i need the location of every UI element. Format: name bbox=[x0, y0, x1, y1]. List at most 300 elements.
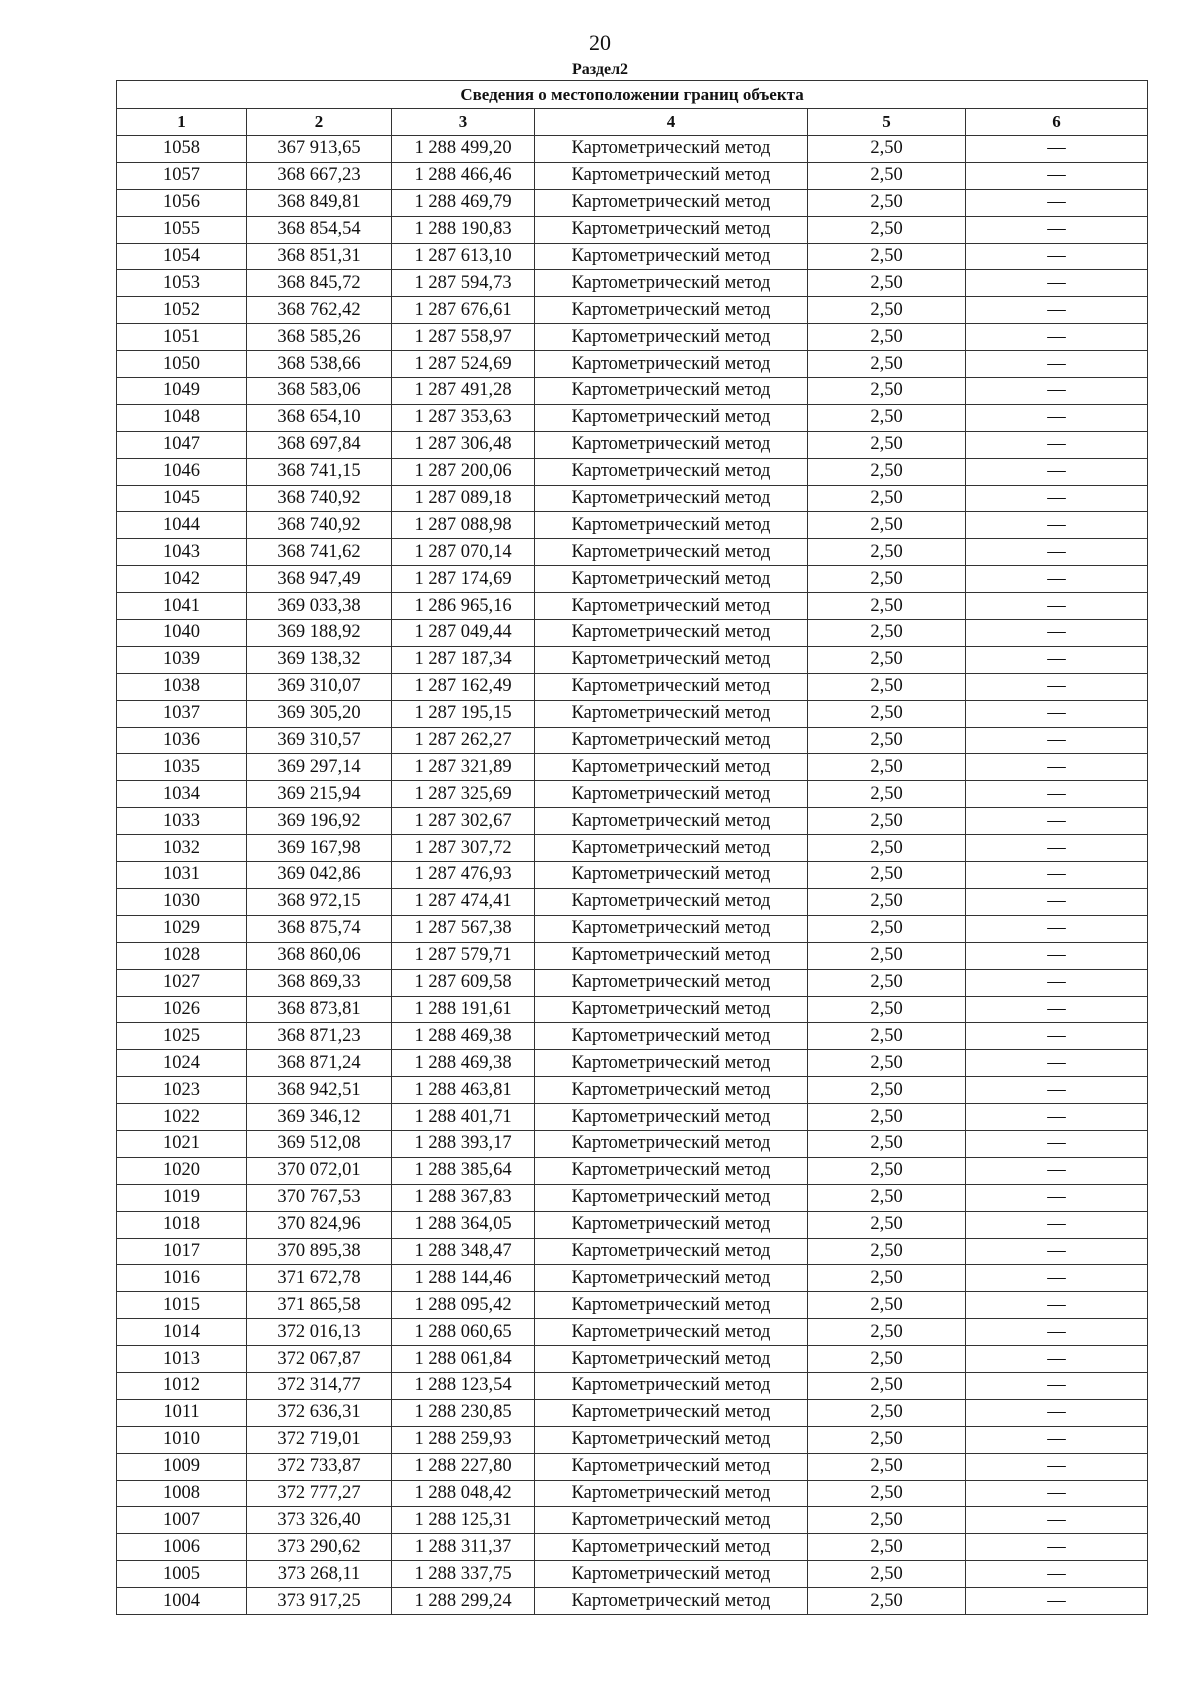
column-header: 3 bbox=[392, 109, 535, 136]
point-number-cell: 1057 bbox=[117, 162, 247, 189]
accuracy-cell: 2,50 bbox=[808, 297, 966, 324]
method-cell: Картометрический метод bbox=[535, 404, 808, 431]
method-cell: Картометрический метод bbox=[535, 1588, 808, 1615]
column-header: 5 bbox=[808, 109, 966, 136]
y-coordinate-cell: 1 287 476,93 bbox=[392, 862, 535, 889]
accuracy-cell: 2,50 bbox=[808, 700, 966, 727]
table-row bbox=[117, 1561, 1148, 1588]
method-cell: Картометрический метод bbox=[535, 996, 808, 1023]
x-coordinate-cell: 369 512,08 bbox=[247, 1130, 392, 1157]
accuracy-cell: 2,50 bbox=[808, 1211, 966, 1238]
x-coordinate-cell: 372 314,77 bbox=[247, 1372, 392, 1399]
description-cell: — bbox=[966, 1184, 1148, 1211]
point-number-cell: 1029 bbox=[117, 915, 247, 942]
table-row bbox=[117, 1292, 1148, 1319]
description-cell: — bbox=[966, 458, 1148, 485]
point-number-cell: 1045 bbox=[117, 485, 247, 512]
table-row bbox=[117, 1588, 1148, 1615]
table-row bbox=[117, 458, 1148, 485]
accuracy-cell: 2,50 bbox=[808, 781, 966, 808]
point-number-cell: 1011 bbox=[117, 1399, 247, 1426]
accuracy-cell: 2,50 bbox=[808, 646, 966, 673]
description-cell: — bbox=[966, 1588, 1148, 1615]
method-cell: Картометрический метод bbox=[535, 485, 808, 512]
point-number-cell: 1053 bbox=[117, 270, 247, 297]
point-number-cell: 1038 bbox=[117, 673, 247, 700]
table-row bbox=[117, 808, 1148, 835]
method-cell: Картометрический метод bbox=[535, 646, 808, 673]
description-cell: — bbox=[966, 1399, 1148, 1426]
y-coordinate-cell: 1 288 469,38 bbox=[392, 1023, 535, 1050]
accuracy-cell: 2,50 bbox=[808, 996, 966, 1023]
y-coordinate-cell: 1 288 061,84 bbox=[392, 1346, 535, 1373]
y-coordinate-cell: 1 288 191,61 bbox=[392, 996, 535, 1023]
description-cell: — bbox=[966, 754, 1148, 781]
point-number-cell: 1055 bbox=[117, 216, 247, 243]
table-row bbox=[117, 673, 1148, 700]
point-number-cell: 1058 bbox=[117, 136, 247, 163]
description-cell: — bbox=[966, 1157, 1148, 1184]
y-coordinate-cell: 1 288 385,64 bbox=[392, 1157, 535, 1184]
x-coordinate-cell: 368 740,92 bbox=[247, 485, 392, 512]
y-coordinate-cell: 1 287 200,06 bbox=[392, 458, 535, 485]
description-cell: — bbox=[966, 1372, 1148, 1399]
table-row bbox=[117, 351, 1148, 378]
point-number-cell: 1052 bbox=[117, 297, 247, 324]
y-coordinate-cell: 1 288 364,05 bbox=[392, 1211, 535, 1238]
point-number-cell: 1042 bbox=[117, 566, 247, 593]
table-row bbox=[117, 1534, 1148, 1561]
x-coordinate-cell: 368 667,23 bbox=[247, 162, 392, 189]
y-coordinate-cell: 1 288 469,79 bbox=[392, 189, 535, 216]
description-cell: — bbox=[966, 297, 1148, 324]
point-number-cell: 1027 bbox=[117, 969, 247, 996]
accuracy-cell: 2,50 bbox=[808, 162, 966, 189]
description-cell: — bbox=[966, 216, 1148, 243]
point-number-cell: 1040 bbox=[117, 620, 247, 647]
y-coordinate-cell: 1 288 367,83 bbox=[392, 1184, 535, 1211]
accuracy-cell: 2,50 bbox=[808, 270, 966, 297]
method-cell: Картометрический метод bbox=[535, 1265, 808, 1292]
x-coordinate-cell: 371 672,78 bbox=[247, 1265, 392, 1292]
description-cell: — bbox=[966, 969, 1148, 996]
accuracy-cell: 2,50 bbox=[808, 1453, 966, 1480]
x-coordinate-cell: 368 741,15 bbox=[247, 458, 392, 485]
method-cell: Картометрический метод bbox=[535, 808, 808, 835]
description-cell: — bbox=[966, 539, 1148, 566]
method-cell: Картометрический метод bbox=[535, 162, 808, 189]
description-cell: — bbox=[966, 646, 1148, 673]
accuracy-cell: 2,50 bbox=[808, 404, 966, 431]
x-coordinate-cell: 368 871,24 bbox=[247, 1050, 392, 1077]
point-number-cell: 1023 bbox=[117, 1077, 247, 1104]
point-number-cell: 1019 bbox=[117, 1184, 247, 1211]
table-row bbox=[117, 1265, 1148, 1292]
point-number-cell: 1013 bbox=[117, 1346, 247, 1373]
x-coordinate-cell: 368 851,31 bbox=[247, 243, 392, 270]
accuracy-cell: 2,50 bbox=[808, 1157, 966, 1184]
point-number-cell: 1010 bbox=[117, 1426, 247, 1453]
table-row bbox=[117, 754, 1148, 781]
x-coordinate-cell: 368 741,62 bbox=[247, 539, 392, 566]
accuracy-cell: 2,50 bbox=[808, 1561, 966, 1588]
table-row bbox=[117, 593, 1148, 620]
x-coordinate-cell: 368 697,84 bbox=[247, 431, 392, 458]
x-coordinate-cell: 370 767,53 bbox=[247, 1184, 392, 1211]
x-coordinate-cell: 373 917,25 bbox=[247, 1588, 392, 1615]
point-number-cell: 1033 bbox=[117, 808, 247, 835]
description-cell: — bbox=[966, 700, 1148, 727]
accuracy-cell: 2,50 bbox=[808, 969, 966, 996]
description-cell: — bbox=[966, 1211, 1148, 1238]
table-row bbox=[117, 1157, 1148, 1184]
table-row bbox=[117, 1077, 1148, 1104]
point-number-cell: 1007 bbox=[117, 1507, 247, 1534]
description-cell: — bbox=[966, 673, 1148, 700]
description-cell: — bbox=[966, 404, 1148, 431]
column-header: 2 bbox=[247, 109, 392, 136]
method-cell: Картометрический метод bbox=[535, 1130, 808, 1157]
accuracy-cell: 2,50 bbox=[808, 351, 966, 378]
page-number: 20 bbox=[589, 30, 611, 55]
description-cell: — bbox=[966, 781, 1148, 808]
description-cell: — bbox=[966, 1534, 1148, 1561]
x-coordinate-cell: 372 777,27 bbox=[247, 1480, 392, 1507]
y-coordinate-cell: 1 288 095,42 bbox=[392, 1292, 535, 1319]
accuracy-cell: 2,50 bbox=[808, 243, 966, 270]
method-cell: Картометрический метод bbox=[535, 1480, 808, 1507]
table-row bbox=[117, 835, 1148, 862]
point-number-cell: 1050 bbox=[117, 351, 247, 378]
table-row bbox=[117, 243, 1148, 270]
point-number-cell: 1051 bbox=[117, 324, 247, 351]
accuracy-cell: 2,50 bbox=[808, 216, 966, 243]
table-row bbox=[117, 1426, 1148, 1453]
point-number-cell: 1014 bbox=[117, 1319, 247, 1346]
accuracy-cell: 2,50 bbox=[808, 189, 966, 216]
method-cell: Картометрический метод bbox=[535, 189, 808, 216]
x-coordinate-cell: 369 215,94 bbox=[247, 781, 392, 808]
description-cell: — bbox=[966, 162, 1148, 189]
description-cell: — bbox=[966, 1130, 1148, 1157]
x-coordinate-cell: 368 538,66 bbox=[247, 351, 392, 378]
table-body bbox=[117, 136, 1148, 1615]
accuracy-cell: 2,50 bbox=[808, 136, 966, 163]
y-coordinate-cell: 1 288 060,65 bbox=[392, 1319, 535, 1346]
accuracy-cell: 2,50 bbox=[808, 1480, 966, 1507]
point-number-cell: 1021 bbox=[117, 1130, 247, 1157]
table-row bbox=[117, 1184, 1148, 1211]
method-cell: Картометрический метод bbox=[535, 431, 808, 458]
point-number-cell: 1020 bbox=[117, 1157, 247, 1184]
accuracy-cell: 2,50 bbox=[808, 458, 966, 485]
description-cell: — bbox=[966, 270, 1148, 297]
table-row bbox=[117, 727, 1148, 754]
x-coordinate-cell: 372 636,31 bbox=[247, 1399, 392, 1426]
x-coordinate-cell: 368 942,51 bbox=[247, 1077, 392, 1104]
method-cell: Картометрический метод bbox=[535, 593, 808, 620]
description-cell: — bbox=[966, 136, 1148, 163]
method-cell: Картометрический метод bbox=[535, 1507, 808, 1534]
point-number-cell: 1043 bbox=[117, 539, 247, 566]
accuracy-cell: 2,50 bbox=[808, 378, 966, 405]
point-number-cell: 1049 bbox=[117, 378, 247, 405]
y-coordinate-cell: 1 287 524,69 bbox=[392, 351, 535, 378]
y-coordinate-cell: 1 287 594,73 bbox=[392, 270, 535, 297]
table-row bbox=[117, 646, 1148, 673]
point-number-cell: 1054 bbox=[117, 243, 247, 270]
table-title-row bbox=[117, 81, 1148, 109]
point-number-cell: 1024 bbox=[117, 1050, 247, 1077]
section-title: Раздел2 bbox=[571, 61, 629, 78]
point-number-cell: 1032 bbox=[117, 835, 247, 862]
y-coordinate-cell: 1 288 466,46 bbox=[392, 162, 535, 189]
description-cell: — bbox=[966, 1265, 1148, 1292]
y-coordinate-cell: 1 288 311,37 bbox=[392, 1534, 535, 1561]
description-cell: — bbox=[966, 1507, 1148, 1534]
description-cell: — bbox=[966, 1023, 1148, 1050]
x-coordinate-cell: 368 849,81 bbox=[247, 189, 392, 216]
method-cell: Картометрический метод bbox=[535, 700, 808, 727]
table-row bbox=[117, 1507, 1148, 1534]
column-header: 1 bbox=[117, 109, 247, 136]
point-number-cell: 1046 bbox=[117, 458, 247, 485]
x-coordinate-cell: 368 762,42 bbox=[247, 297, 392, 324]
x-coordinate-cell: 373 268,11 bbox=[247, 1561, 392, 1588]
table-row bbox=[117, 1104, 1148, 1131]
table-row bbox=[117, 1050, 1148, 1077]
table-row bbox=[117, 942, 1148, 969]
table-row bbox=[117, 485, 1148, 512]
description-cell: — bbox=[966, 512, 1148, 539]
accuracy-cell: 2,50 bbox=[808, 1507, 966, 1534]
description-cell: — bbox=[966, 996, 1148, 1023]
description-cell: — bbox=[966, 808, 1148, 835]
table-row bbox=[117, 915, 1148, 942]
description-cell: — bbox=[966, 727, 1148, 754]
accuracy-cell: 2,50 bbox=[808, 566, 966, 593]
x-coordinate-cell: 368 854,54 bbox=[247, 216, 392, 243]
accuracy-cell: 2,50 bbox=[808, 1346, 966, 1373]
y-coordinate-cell: 1 287 321,89 bbox=[392, 754, 535, 781]
point-number-cell: 1034 bbox=[117, 781, 247, 808]
y-coordinate-cell: 1 287 174,69 bbox=[392, 566, 535, 593]
y-coordinate-cell: 1 287 187,34 bbox=[392, 646, 535, 673]
y-coordinate-cell: 1 288 190,83 bbox=[392, 216, 535, 243]
y-coordinate-cell: 1 287 088,98 bbox=[392, 512, 535, 539]
column-header: 6 bbox=[966, 109, 1148, 136]
table-row bbox=[117, 1319, 1148, 1346]
point-number-cell: 1035 bbox=[117, 754, 247, 781]
method-cell: Картометрический метод bbox=[535, 1346, 808, 1373]
y-coordinate-cell: 1 287 353,63 bbox=[392, 404, 535, 431]
description-cell: — bbox=[966, 888, 1148, 915]
point-number-cell: 1039 bbox=[117, 646, 247, 673]
point-number-cell: 1037 bbox=[117, 700, 247, 727]
y-coordinate-cell: 1 288 144,46 bbox=[392, 1265, 535, 1292]
method-cell: Картометрический метод bbox=[535, 1238, 808, 1265]
method-cell: Картометрический метод bbox=[535, 1157, 808, 1184]
x-coordinate-cell: 368 869,33 bbox=[247, 969, 392, 996]
accuracy-cell: 2,50 bbox=[808, 835, 966, 862]
x-coordinate-cell: 368 845,72 bbox=[247, 270, 392, 297]
table-row bbox=[117, 512, 1148, 539]
description-cell: — bbox=[966, 862, 1148, 889]
y-coordinate-cell: 1 287 262,27 bbox=[392, 727, 535, 754]
accuracy-cell: 2,50 bbox=[808, 1588, 966, 1615]
point-number-cell: 1041 bbox=[117, 593, 247, 620]
method-cell: Картометрический метод bbox=[535, 1453, 808, 1480]
point-number-cell: 1031 bbox=[117, 862, 247, 889]
table-row bbox=[117, 1023, 1148, 1050]
accuracy-cell: 2,50 bbox=[808, 539, 966, 566]
method-cell: Картометрический метод bbox=[535, 1077, 808, 1104]
table-row bbox=[117, 431, 1148, 458]
x-coordinate-cell: 368 972,15 bbox=[247, 888, 392, 915]
y-coordinate-cell: 1 288 048,42 bbox=[392, 1480, 535, 1507]
method-cell: Картометрический метод bbox=[535, 243, 808, 270]
accuracy-cell: 2,50 bbox=[808, 1023, 966, 1050]
table-row bbox=[117, 404, 1148, 431]
method-cell: Картометрический метод bbox=[535, 835, 808, 862]
method-cell: Картометрический метод bbox=[535, 1211, 808, 1238]
accuracy-cell: 2,50 bbox=[808, 1077, 966, 1104]
x-coordinate-cell: 370 824,96 bbox=[247, 1211, 392, 1238]
table-row bbox=[117, 1372, 1148, 1399]
table-row bbox=[117, 566, 1148, 593]
y-coordinate-cell: 1 287 195,15 bbox=[392, 700, 535, 727]
y-coordinate-cell: 1 288 469,38 bbox=[392, 1050, 535, 1077]
point-number-cell: 1005 bbox=[117, 1561, 247, 1588]
point-number-cell: 1018 bbox=[117, 1211, 247, 1238]
method-cell: Картометрический метод bbox=[535, 1184, 808, 1211]
table-row bbox=[117, 862, 1148, 889]
point-number-cell: 1056 bbox=[117, 189, 247, 216]
x-coordinate-cell: 369 042,86 bbox=[247, 862, 392, 889]
method-cell: Картометрический метод bbox=[535, 862, 808, 889]
y-coordinate-cell: 1 288 499,20 bbox=[392, 136, 535, 163]
x-coordinate-cell: 369 196,92 bbox=[247, 808, 392, 835]
method-cell: Картометрический метод bbox=[535, 915, 808, 942]
y-coordinate-cell: 1 288 337,75 bbox=[392, 1561, 535, 1588]
x-coordinate-cell: 368 873,81 bbox=[247, 996, 392, 1023]
table-row bbox=[117, 1211, 1148, 1238]
table-row bbox=[117, 162, 1148, 189]
accuracy-cell: 2,50 bbox=[808, 1534, 966, 1561]
point-number-cell: 1026 bbox=[117, 996, 247, 1023]
accuracy-cell: 2,50 bbox=[808, 1292, 966, 1319]
description-cell: — bbox=[966, 243, 1148, 270]
point-number-cell: 1009 bbox=[117, 1453, 247, 1480]
accuracy-cell: 2,50 bbox=[808, 888, 966, 915]
description-cell: — bbox=[966, 915, 1148, 942]
y-coordinate-cell: 1 288 299,24 bbox=[392, 1588, 535, 1615]
x-coordinate-cell: 369 188,92 bbox=[247, 620, 392, 647]
table-row bbox=[117, 1130, 1148, 1157]
y-coordinate-cell: 1 288 123,54 bbox=[392, 1372, 535, 1399]
y-coordinate-cell: 1 287 567,38 bbox=[392, 915, 535, 942]
table-row bbox=[117, 969, 1148, 996]
method-cell: Картометрический метод bbox=[535, 1292, 808, 1319]
x-coordinate-cell: 369 346,12 bbox=[247, 1104, 392, 1131]
x-coordinate-cell: 368 871,23 bbox=[247, 1023, 392, 1050]
y-coordinate-cell: 1 286 965,16 bbox=[392, 593, 535, 620]
description-cell: — bbox=[966, 1480, 1148, 1507]
accuracy-cell: 2,50 bbox=[808, 593, 966, 620]
y-coordinate-cell: 1 287 676,61 bbox=[392, 297, 535, 324]
method-cell: Картометрический метод bbox=[535, 1426, 808, 1453]
y-coordinate-cell: 1 288 393,17 bbox=[392, 1130, 535, 1157]
accuracy-cell: 2,50 bbox=[808, 620, 966, 647]
x-coordinate-cell: 368 654,10 bbox=[247, 404, 392, 431]
point-number-cell: 1025 bbox=[117, 1023, 247, 1050]
method-cell: Картометрический метод bbox=[535, 969, 808, 996]
point-number-cell: 1036 bbox=[117, 727, 247, 754]
description-cell: — bbox=[966, 351, 1148, 378]
column-header: 4 bbox=[535, 109, 808, 136]
point-number-cell: 1006 bbox=[117, 1534, 247, 1561]
accuracy-cell: 2,50 bbox=[808, 727, 966, 754]
table-row bbox=[117, 1453, 1148, 1480]
table-row bbox=[117, 620, 1148, 647]
point-number-cell: 1022 bbox=[117, 1104, 247, 1131]
x-coordinate-cell: 373 326,40 bbox=[247, 1507, 392, 1534]
accuracy-cell: 2,50 bbox=[808, 1372, 966, 1399]
x-coordinate-cell: 369 297,14 bbox=[247, 754, 392, 781]
point-number-cell: 1047 bbox=[117, 431, 247, 458]
x-coordinate-cell: 370 072,01 bbox=[247, 1157, 392, 1184]
method-cell: Картометрический метод bbox=[535, 1104, 808, 1131]
x-coordinate-cell: 368 860,06 bbox=[247, 942, 392, 969]
y-coordinate-cell: 1 287 162,49 bbox=[392, 673, 535, 700]
method-cell: Картометрический метод bbox=[535, 136, 808, 163]
x-coordinate-cell: 368 875,74 bbox=[247, 915, 392, 942]
method-cell: Картометрический метод bbox=[535, 297, 808, 324]
accuracy-cell: 2,50 bbox=[808, 808, 966, 835]
point-number-cell: 1017 bbox=[117, 1238, 247, 1265]
y-coordinate-cell: 1 287 491,28 bbox=[392, 378, 535, 405]
y-coordinate-cell: 1 287 307,72 bbox=[392, 835, 535, 862]
table-row bbox=[117, 700, 1148, 727]
description-cell: — bbox=[966, 1292, 1148, 1319]
table-row bbox=[117, 996, 1148, 1023]
method-cell: Картометрический метод bbox=[535, 351, 808, 378]
table-row bbox=[117, 1399, 1148, 1426]
accuracy-cell: 2,50 bbox=[808, 673, 966, 700]
method-cell: Картометрический метод bbox=[535, 1023, 808, 1050]
point-number-cell: 1044 bbox=[117, 512, 247, 539]
method-cell: Картометрический метод bbox=[535, 754, 808, 781]
y-coordinate-cell: 1 287 613,10 bbox=[392, 243, 535, 270]
y-coordinate-cell: 1 287 049,44 bbox=[392, 620, 535, 647]
method-cell: Картометрический метод bbox=[535, 324, 808, 351]
boundary-table bbox=[116, 80, 1148, 1615]
x-coordinate-cell: 368 947,49 bbox=[247, 566, 392, 593]
point-number-cell: 1008 bbox=[117, 1480, 247, 1507]
table-row bbox=[117, 1480, 1148, 1507]
accuracy-cell: 2,50 bbox=[808, 1238, 966, 1265]
method-cell: Картометрический метод bbox=[535, 1050, 808, 1077]
x-coordinate-cell: 372 067,87 bbox=[247, 1346, 392, 1373]
method-cell: Картометрический метод bbox=[535, 1372, 808, 1399]
table-row bbox=[117, 378, 1148, 405]
method-cell: Картометрический метод bbox=[535, 1534, 808, 1561]
method-cell: Картометрический метод bbox=[535, 378, 808, 405]
accuracy-cell: 2,50 bbox=[808, 431, 966, 458]
accuracy-cell: 2,50 bbox=[808, 485, 966, 512]
y-coordinate-cell: 1 287 070,14 bbox=[392, 539, 535, 566]
y-coordinate-cell: 1 288 125,31 bbox=[392, 1507, 535, 1534]
